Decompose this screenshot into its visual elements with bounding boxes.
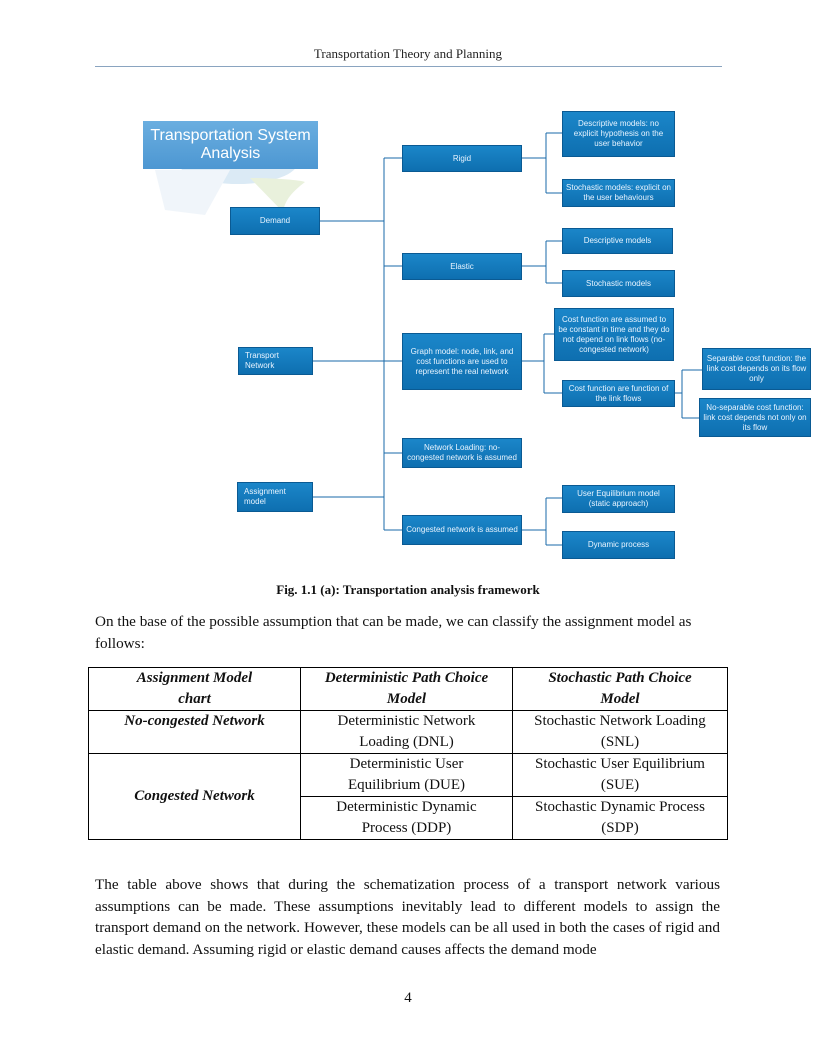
node-elastic: Elastic [402, 253, 522, 280]
node-rigid: Rigid [402, 145, 522, 172]
node-network-loading: Network Loading: no-congested network is assumed [402, 438, 522, 468]
assignment-model-table [88, 667, 728, 840]
node-assignment-model: Assignment model [237, 482, 313, 512]
node-demand: Demand [230, 207, 320, 235]
node-cost-constant: Cost function are assumed to be constant in time and they do not depend on link flows (no-congested network) [554, 308, 674, 361]
cell-sdp: Stochastic Dynamic Process (SDP) [513, 797, 728, 840]
header-deterministic: Deterministic Path Choice Model [301, 668, 513, 711]
cell-sue: Stochastic User Equilibrium (SUE) [513, 754, 728, 797]
body-paragraph: The table above shows that during the schematization process of a transport network various assumptions can be made. These assumptions inevitably lead to different models to assign the transport demand on the network. However, these models can be all used in both the cases of rigid and elastic demand. Assuming rigid or elastic demand causes affects the demand mode [95, 876, 720, 958]
cell-due: Deterministic User Equilibrium (DUE) [301, 754, 513, 797]
header-stochastic: Stochastic Path Choice Model [513, 668, 728, 711]
row-label-congested: Congested Network [89, 754, 301, 840]
node-transport-network: Transport Network [238, 347, 313, 375]
cell-ddp: Deterministic Dynamic Process (DDP) [301, 797, 513, 840]
node-user-equilibrium: User Equilibrium model (static approach) [562, 485, 675, 513]
table-row [89, 754, 728, 797]
logo-backdrop-shape [155, 170, 230, 215]
node-graph-model: Graph model: node, link, and cost functions are used to represent the real network [402, 333, 522, 390]
node-descriptive-rigid: Descriptive models: no explicit hypothesis on the user behavior [562, 111, 675, 157]
table-header-row [89, 668, 728, 711]
header-assignment-model: Assignment Model chart [89, 668, 301, 711]
page-number: 4 [404, 990, 412, 1006]
node-congested-network: Congested network is assumed [402, 515, 522, 545]
node-non-separable-cost: No-separable cost function: link cost depends not only on its flow [699, 398, 811, 437]
node-cost-flow: Cost function are function of the link flows [562, 380, 675, 407]
node-separable-cost: Separable cost function: the link cost depends on its flow only [702, 348, 811, 390]
node-descriptive-elastic: Descriptive models [562, 228, 673, 254]
page-header: Transportation Theory and Planning [313, 46, 503, 61]
diagram-logo: Transportation System Analysis [143, 121, 318, 169]
node-dynamic-process: Dynamic process [562, 531, 675, 559]
cell-snl: Stochastic Network Loading (SNL) [513, 711, 728, 754]
table-row [89, 711, 728, 754]
row-label-no-congested: No-congested Network [89, 711, 301, 754]
node-stochastic-rigid: Stochastic models: explicit on the user behaviours [562, 179, 675, 207]
intro-paragraph: On the base of the possible assumption that can be made, we can classify the assignment model as follows: [95, 613, 692, 652]
cell-dnl: Deterministic Network Loading (DNL) [301, 711, 513, 754]
node-stochastic-elastic: Stochastic models [562, 270, 675, 297]
figure-caption: Fig. 1.1 (a): Transportation analysis framework [276, 582, 540, 597]
